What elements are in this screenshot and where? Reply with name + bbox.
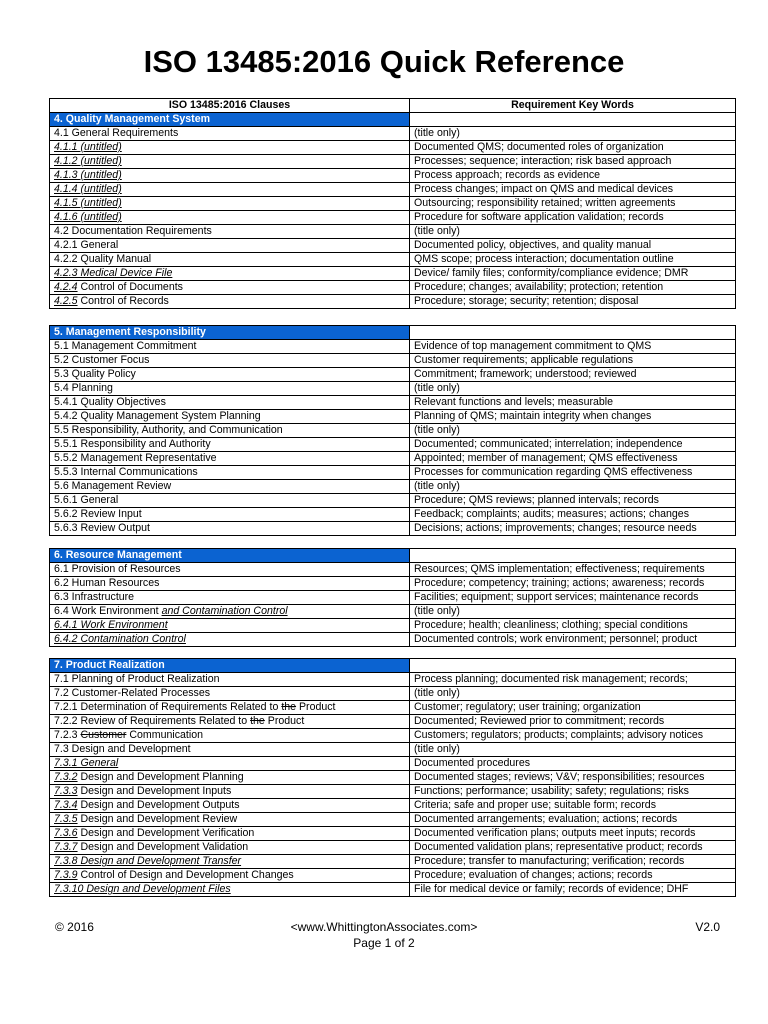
- keywords-cell: Processes for communication regarding QMS effectiveness: [410, 466, 736, 480]
- keywords-cell: (title only): [410, 743, 736, 757]
- keywords-cell: File for medical device or family; records of evidence; DHF: [410, 883, 736, 897]
- clause-cell: 7.3 Design and Development: [50, 743, 410, 757]
- clause-cell: [50, 619, 410, 633]
- clause-label: 4.2.3 Medical Device File: [54, 267, 173, 279]
- clause-number: 7.3.9: [54, 869, 78, 881]
- clause-cell: 5.3 Quality Policy: [50, 368, 410, 382]
- keywords-cell: Procedure; health; cleanliness; clothing; special conditions: [410, 619, 736, 633]
- table-header-row: [50, 99, 736, 113]
- clause-row: [50, 771, 736, 785]
- clause-row: [50, 141, 736, 155]
- clause-row: [50, 757, 736, 771]
- clause-row: [50, 619, 736, 633]
- keywords-cell: Process approach; records as evidence: [410, 169, 736, 183]
- clause-cell: 4.1 General Requirements: [50, 127, 410, 141]
- keywords-cell: (title only): [410, 382, 736, 396]
- section-header-row: [50, 326, 736, 340]
- clause-label: 6.4 Work Environment: [54, 605, 162, 617]
- keywords-cell: Documented; Reviewed prior to commitment; records: [410, 715, 736, 729]
- keywords-cell: Procedure for software application validation; records: [410, 211, 736, 225]
- clause-row: [50, 410, 736, 424]
- clause-row: [50, 883, 736, 897]
- clause-label: 7.3.10 Design and Development Files: [54, 883, 231, 895]
- clause-cell: [50, 785, 410, 799]
- keywords-cell: Procedure; transfer to manufacturing; verification; records: [410, 855, 736, 869]
- clause-row: [50, 813, 736, 827]
- footer-copyright: © 2016: [55, 920, 94, 934]
- section-title: 5. Management Responsibility: [50, 326, 410, 340]
- keywords-cell: Documented; communicated; interrelation; independence: [410, 438, 736, 452]
- clauses-column-header: ISO 13485:2016 Clauses: [50, 99, 410, 113]
- keywords-cell: Feedback; complaints; audits; measures; actions; changes: [410, 508, 736, 522]
- clause-cell: 6.1 Provision of Resources: [50, 563, 410, 577]
- clause-label: Design and Development Verification: [77, 827, 255, 839]
- clause-cell: [50, 883, 410, 897]
- clause-label: Control of Records: [77, 295, 169, 307]
- clause-row: [50, 169, 736, 183]
- clause-cell: 7.2 Customer-Related Processes: [50, 687, 410, 701]
- clause-cell: [50, 155, 410, 169]
- clause-label: 4.1.5 (untitled): [54, 197, 122, 209]
- clause-number: 7.3.3: [54, 785, 78, 797]
- clause-row: [50, 382, 736, 396]
- clause-label: Design and Development Validation: [77, 841, 249, 853]
- keywords-cell: QMS scope; process interaction; documentation outline: [410, 253, 736, 267]
- clause-cell: [50, 141, 410, 155]
- clauses-header-table: [49, 98, 736, 309]
- keywords-cell: Evidence of top management commitment to QMS: [410, 340, 736, 354]
- clause-cell: 5.2 Customer Focus: [50, 354, 410, 368]
- clause-cell: [50, 757, 410, 771]
- clause-label: 6.4.2 Contamination Control: [54, 633, 186, 645]
- clause-cell: [50, 295, 410, 309]
- keywords-cell: Facilities; equipment; support services; maintenance records: [410, 591, 736, 605]
- clause-row: [50, 494, 736, 508]
- section-title: 4. Quality Management System: [50, 113, 410, 127]
- clause-label: Control of Design and Development Changes: [77, 869, 294, 881]
- keywords-cell: Relevant functions and levels; measurable: [410, 396, 736, 410]
- page-title: ISO 13485:2016 Quick Reference: [143, 44, 625, 79]
- clause-row: [50, 354, 736, 368]
- keywords-cell: Procedure; changes; availability; protection; retention: [410, 281, 736, 295]
- keywords-cell: Procedure; evaluation of changes; actions; records: [410, 869, 736, 883]
- section-header-row: [50, 659, 736, 673]
- clause-label: 4.1.4 (untitled): [54, 183, 122, 195]
- clause-row: [50, 799, 736, 813]
- clause-label: 7.2.1 Determination of Requirements Related to: [54, 701, 282, 713]
- clause-cell: 7.1 Planning of Product Realization: [50, 673, 410, 687]
- keywords-cell: Process changes; impact on QMS and medical devices: [410, 183, 736, 197]
- clause-cell: 5.4.1 Quality Objectives: [50, 396, 410, 410]
- clause-row: [50, 855, 736, 869]
- clause-row: [50, 466, 736, 480]
- clause-row: [50, 605, 736, 619]
- keywords-cell: Customer; regulatory; user training; organization: [410, 701, 736, 715]
- keywords-cell: Criteria; safe and proper use; suitable form; records: [410, 799, 736, 813]
- clause-cell: [50, 183, 410, 197]
- clause-cell: [50, 281, 410, 295]
- clause-cell: 5.6.3 Review Output: [50, 522, 410, 536]
- clause-row: [50, 591, 736, 605]
- clause-row: [50, 687, 736, 701]
- clause-label: Design and Development Review: [77, 813, 238, 825]
- clause-row: [50, 424, 736, 438]
- clause-number: 4.2.5: [54, 295, 78, 307]
- clause-row: [50, 127, 736, 141]
- clause-row: [50, 841, 736, 855]
- clause-label: 7.2.2 Review of Requirements Related to: [54, 715, 251, 727]
- keywords-cell: Commitment; framework; understood; reviewed: [410, 368, 736, 382]
- clause-number: 4.2.4: [54, 281, 78, 293]
- clause-label: 4.1.3 (untitled): [54, 169, 122, 181]
- clause-row: [50, 396, 736, 410]
- clause-row: [50, 155, 736, 169]
- clause-label: 7.3.1 General: [54, 757, 119, 769]
- clause-cell: [50, 211, 410, 225]
- clause-row: [50, 701, 736, 715]
- clause-cell: [50, 197, 410, 211]
- clause-cell: [50, 605, 410, 619]
- clause-row: [50, 438, 736, 452]
- keywords-cell: Documented verification plans; outputs meet inputs; records: [410, 827, 736, 841]
- section-table-management-responsibility: [49, 325, 736, 536]
- clause-row: [50, 673, 736, 687]
- clause-row: [50, 239, 736, 253]
- clause-row: [50, 577, 736, 591]
- clause-row: [50, 508, 736, 522]
- keywords-cell: Customers; regulators; products; complaints; advisory notices: [410, 729, 736, 743]
- clause-cell: 5.5.1 Responsibility and Authority: [50, 438, 410, 452]
- keywords-cell: (title only): [410, 127, 736, 141]
- clause-row: [50, 211, 736, 225]
- footer-version: V2.0: [695, 920, 720, 934]
- clause-label: 7.3.8 Design and Development Transfer: [54, 855, 242, 867]
- clause-row: [50, 563, 736, 577]
- clause-cell: 5.5.2 Management Representative: [50, 452, 410, 466]
- struck-word: the: [281, 701, 297, 713]
- clause-label: Design and Development Planning: [77, 771, 244, 783]
- clause-cell: [50, 813, 410, 827]
- clause-label: Design and Development Outputs: [77, 799, 240, 811]
- clause-cell: 5.4.2 Quality Management System Planning: [50, 410, 410, 424]
- clause-cell: [50, 267, 410, 281]
- clause-number: 7.3.5: [54, 813, 78, 825]
- clause-row: [50, 785, 736, 799]
- keywords-cell: (title only): [410, 424, 736, 438]
- clause-cell: 5.5 Responsibility, Authority, and Communication: [50, 424, 410, 438]
- clause-number: 7.3.7: [54, 841, 78, 853]
- clause-number: 7.3.4: [54, 799, 78, 811]
- clause-row: [50, 729, 736, 743]
- section-header-row: [50, 549, 736, 563]
- clause-row: [50, 197, 736, 211]
- keywords-cell: Processes; sequence; interaction; risk based approach: [410, 155, 736, 169]
- clause-cell: [50, 855, 410, 869]
- section-title: 7. Product Realization: [50, 659, 410, 673]
- clause-row: [50, 183, 736, 197]
- section-title: 6. Resource Management: [50, 549, 410, 563]
- clause-cell: [50, 799, 410, 813]
- clause-cell: [50, 869, 410, 883]
- keywords-cell: Planning of QMS; maintain integrity when changes: [410, 410, 736, 424]
- clause-cell: 5.4 Planning: [50, 382, 410, 396]
- clause-cell: [50, 841, 410, 855]
- clause-row: [50, 715, 736, 729]
- clause-label: 4.1.1 (untitled): [54, 141, 122, 153]
- clause-cell: [50, 169, 410, 183]
- keywords-cell: Customer requirements; applicable regulations: [410, 354, 736, 368]
- clause-row: [50, 522, 736, 536]
- clause-label: 4.1.2 (untitled): [54, 155, 122, 167]
- keywords-cell: Process planning; documented risk management; records;: [410, 673, 736, 687]
- clause-cell: 5.6.1 General: [50, 494, 410, 508]
- clause-label: 6.4.1 Work Environment: [54, 619, 168, 631]
- clause-cell: 4.2 Documentation Requirements: [50, 225, 410, 239]
- clause-row: [50, 267, 736, 281]
- keywords-cell: Functions; performance; usability; safety; regulations; risks: [410, 785, 736, 799]
- keywords-column-header: Requirement Key Words: [410, 99, 736, 113]
- clause-label-end: Product: [296, 701, 336, 713]
- keywords-cell: Procedure; QMS reviews; planned intervals; records: [410, 494, 736, 508]
- clause-cell: [50, 729, 410, 743]
- clause-cell: [50, 633, 410, 647]
- keywords-cell: Documented arrangements; evaluation; actions; records: [410, 813, 736, 827]
- clause-number: 7.3.2: [54, 771, 78, 783]
- keywords-cell: (title only): [410, 480, 736, 494]
- keywords-cell: (title only): [410, 605, 736, 619]
- keywords-cell: Documented QMS; documented roles of organization: [410, 141, 736, 155]
- keywords-cell: Documented validation plans; representative product; records: [410, 841, 736, 855]
- keywords-cell: Documented controls; work environment; personnel; product: [410, 633, 736, 647]
- clause-row: [50, 869, 736, 883]
- clause-cell: 6.3 Infrastructure: [50, 591, 410, 605]
- keywords-cell: Decisions; actions; improvements; changes; resource needs: [410, 522, 736, 536]
- keywords-cell: (title only): [410, 225, 736, 239]
- clause-cell: [50, 771, 410, 785]
- clause-row: [50, 295, 736, 309]
- keywords-cell: Outsourcing; responsibility retained; written agreements: [410, 197, 736, 211]
- clause-row: [50, 452, 736, 466]
- clause-cell: 5.5.3 Internal Communications: [50, 466, 410, 480]
- clause-row: [50, 827, 736, 841]
- clause-label: Design and Development Inputs: [77, 785, 232, 797]
- clause-label: 7.2.3: [54, 729, 81, 741]
- keywords-cell: Appointed; member of management; QMS effectiveness: [410, 452, 736, 466]
- clause-row: [50, 743, 736, 757]
- clause-cell: [50, 827, 410, 841]
- keywords-cell: Documented policy, objectives, and quality manual: [410, 239, 736, 253]
- keywords-cell: Procedure; storage; security; retention; disposal: [410, 295, 736, 309]
- clause-label-end: Product: [264, 715, 305, 727]
- clause-number: 7.3.6: [54, 827, 78, 839]
- clause-cell: 6.2 Human Resources: [50, 577, 410, 591]
- clause-row: [50, 368, 736, 382]
- clause-label-end: Communication: [126, 729, 203, 741]
- clause-addition: and Contamination Control: [161, 605, 288, 617]
- clause-label: 4.1.6 (untitled): [54, 211, 122, 223]
- struck-word: the: [250, 715, 265, 727]
- clause-cell: 5.1 Management Commitment: [50, 340, 410, 354]
- keywords-cell: Resources; QMS implementation; effectiveness; requirements: [410, 563, 736, 577]
- keywords-cell: Documented procedures: [410, 757, 736, 771]
- clause-label: Control of Documents: [77, 281, 183, 293]
- clause-cell: 5.6 Management Review: [50, 480, 410, 494]
- keywords-cell: Device/ family files; conformity/compliance evidence; DMR: [410, 267, 736, 281]
- clause-row: [50, 281, 736, 295]
- clause-row: [50, 225, 736, 239]
- section-header-row: [50, 113, 736, 127]
- footer-page-number: Page 1 of 2: [353, 936, 415, 950]
- clause-cell: 4.2.1 General: [50, 239, 410, 253]
- clause-row: [50, 480, 736, 494]
- keywords-cell: Documented stages; reviews; V&V; responsibilities; resources: [410, 771, 736, 785]
- keywords-cell: (title only): [410, 687, 736, 701]
- clause-row: [50, 633, 736, 647]
- section-table-resource-management: [49, 548, 736, 647]
- footer-website: <www.WhittingtonAssociates.com>: [290, 920, 478, 934]
- clause-cell: [50, 715, 410, 729]
- clause-cell: [50, 701, 410, 715]
- clause-row: [50, 340, 736, 354]
- clause-row: [50, 253, 736, 267]
- section-table-product-realization: [49, 658, 736, 897]
- struck-word: Customer: [80, 729, 127, 741]
- keywords-cell: Procedure; competency; training; actions; awareness; records: [410, 577, 736, 591]
- clause-cell: 5.6.2 Review Input: [50, 508, 410, 522]
- clause-cell: 4.2.2 Quality Manual: [50, 253, 410, 267]
